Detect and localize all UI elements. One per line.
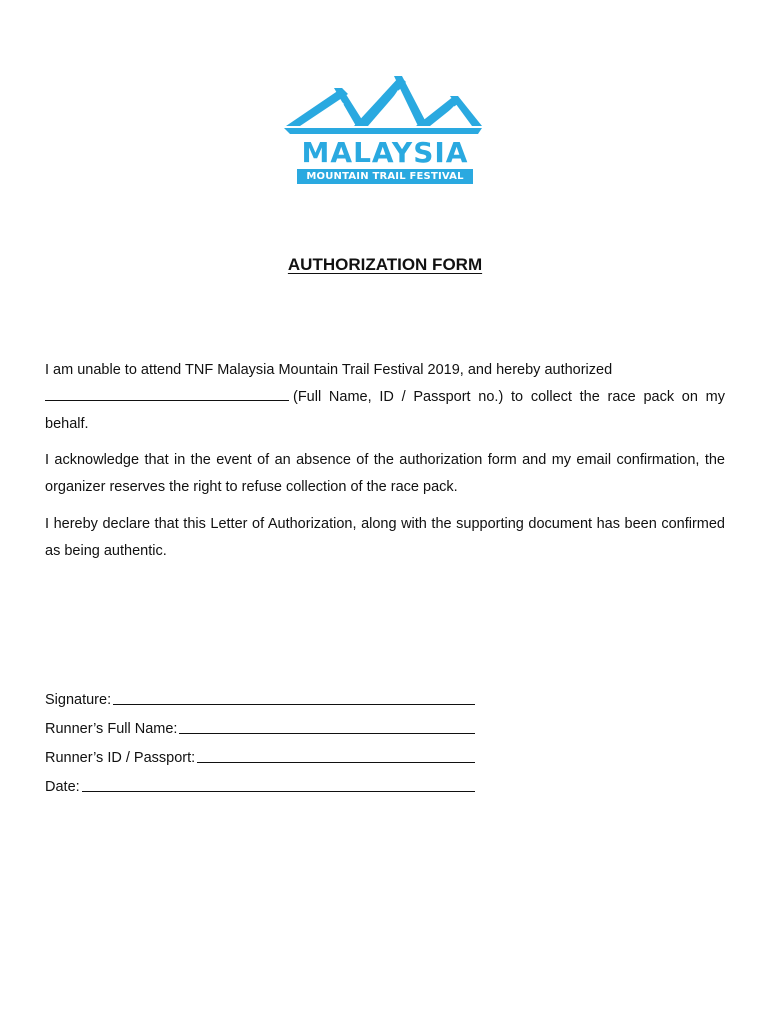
signature-row bbox=[45, 690, 475, 708]
form-title: AUTHORIZATION FORM bbox=[287, 255, 483, 274]
paragraph-line-1: I am unable to attend TNF Malaysia Mountain Trail Festival 2019, and hereby authorized bbox=[45, 362, 613, 378]
logo-wordmark: MALAYSIA bbox=[301, 136, 469, 169]
paragraph-rest: (Full Name, ID / Passport no.) to collect the race pack on my behalf. bbox=[45, 389, 725, 432]
id-passport-field[interactable] bbox=[197, 748, 475, 763]
date-field[interactable] bbox=[82, 777, 475, 792]
full-name-field[interactable] bbox=[179, 719, 475, 734]
acknowledgement-paragraph: I acknowledge that in the event of an absence of the authorization form and my email confirmation, the organizer reserves the right to refuse collection of the race pack. bbox=[45, 452, 725, 495]
signature-field[interactable] bbox=[113, 690, 475, 705]
mountain-peaks-icon bbox=[282, 74, 488, 140]
full-name-row bbox=[45, 719, 475, 737]
full-name-label: Runner’s Full Name: bbox=[45, 721, 178, 737]
id-passport-label: Runner’s ID / Passport: bbox=[45, 750, 196, 766]
date-row bbox=[45, 777, 475, 795]
logo-banner: MOUNTAIN TRAIL FESTIVAL bbox=[297, 169, 473, 184]
declaration-paragraph: I hereby declare that this Letter of Authorization, along with the supporting document has been confirmed as being authentic. bbox=[45, 516, 725, 559]
date-label: Date: bbox=[45, 779, 80, 795]
authorization-paragraph bbox=[45, 357, 725, 438]
id-passport-row bbox=[45, 748, 475, 766]
authorized-person-field[interactable] bbox=[45, 386, 289, 401]
event-logo bbox=[282, 74, 488, 186]
signature-label: Signature: bbox=[45, 692, 112, 708]
